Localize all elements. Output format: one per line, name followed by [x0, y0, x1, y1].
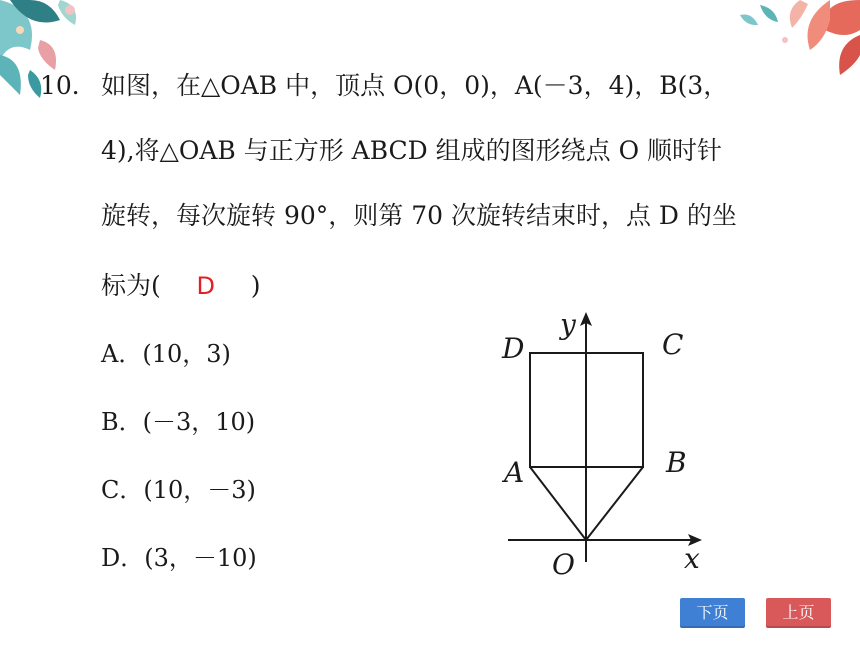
question-number: 10． [40, 71, 97, 100]
point-o-label: O [552, 548, 575, 581]
y-axis-label: y [560, 308, 576, 341]
question-text-line-3: 旋转，每次旋转 90°，则第 70 次旋转结束时，点 D 的坐 [101, 201, 737, 230]
question-text-line-1: 如图，在△OAB 中，顶点 O(0，0)，A(－3，4)，B(3， [101, 71, 729, 100]
option-d: D．(3，－10) [101, 544, 257, 572]
question-text-line-4-prefix: 标为( [101, 271, 161, 300]
option-b: B．(－3，10) [101, 408, 256, 436]
question-text-line-4-suffix: ) [250, 271, 261, 300]
question-text-line-2: 4),将△OAB 与正方形 ABCD 组成的图形绕点 O 顺时针 [101, 136, 723, 165]
point-c-label: C [662, 328, 684, 361]
geometry-figure [490, 300, 720, 590]
answer-mark: D [196, 272, 215, 300]
option-a: A．(10，3) [101, 340, 231, 368]
option-c: C．(10，－3) [101, 476, 256, 504]
point-d-label: D [502, 332, 525, 365]
floral-decoration-right-icon [730, 0, 860, 100]
previous-page-button[interactable]: 上页 [766, 598, 831, 628]
x-axis-label: x [684, 542, 700, 575]
next-page-button[interactable]: 下页 [680, 598, 745, 628]
point-a-label: A [504, 456, 525, 489]
point-b-label: B [666, 446, 687, 479]
question-text-line-4 [101, 266, 261, 306]
